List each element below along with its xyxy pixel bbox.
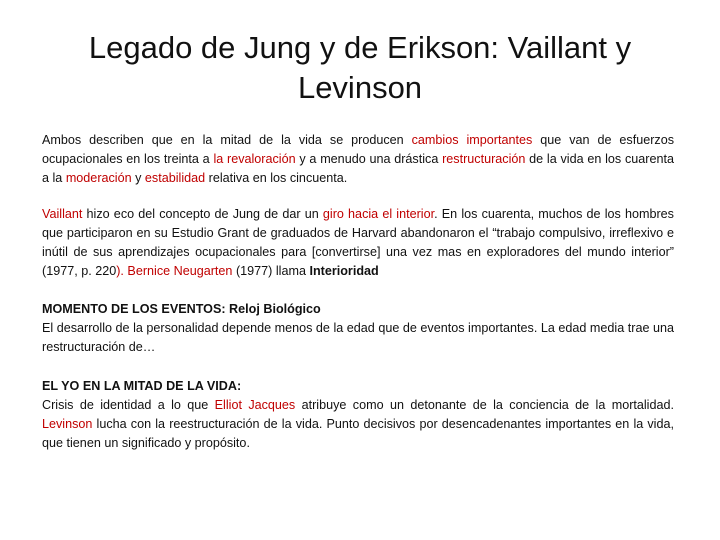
highlight-term: Elliot Jacques [214, 398, 296, 412]
slide-body [42, 131, 674, 453]
text: Crisis de identidad a lo que [42, 398, 215, 412]
highlight-term: moderación [65, 171, 132, 185]
highlight-term: restructuración [442, 152, 526, 166]
text: (1977) llama [232, 264, 310, 278]
text: y [131, 171, 145, 185]
text: hizo eco del concepto de Jung de dar un [82, 207, 323, 221]
paragraph-vaillant [42, 205, 674, 281]
highlight-term: Vaillant [42, 207, 83, 221]
highlight-term: la revaloración [213, 152, 296, 166]
text: . En los cuarenta, muchos de los hombres que participaron en su Estudio Grant de graduados de Harvard abandonaron el “trabajo compulsivo, irreflexivo e inútil de sus aprendizajes ocupacionales para [convertirse] una vez mas en exploradores del mundo interior” (1977, p. 220 [42, 207, 674, 278]
highlight-term: estabilidad [144, 171, 206, 185]
text: de la vida en los cuarenta a la [42, 152, 674, 185]
text: que van de esfuerzos ocupacionales en los treinta a [42, 133, 675, 166]
text: El desarrollo de la personalidad depende menos de la edad que de eventos importantes. La edad media trae una restructuración de… [42, 321, 674, 354]
text: atribuye como un detonante de la conciencia de la mortalidad. [295, 398, 674, 412]
paragraph-midlife-changes [42, 131, 674, 188]
section-heading: MOMENTO DE LOS EVENTOS: Reloj Biológico [42, 302, 321, 316]
text: lucha con la reestructuración de la vida. Punto decisivos por desencadenantes importantes en la vida, que tienen un significado y propósito. [42, 417, 674, 450]
paragraph-timing-of-events [42, 300, 674, 357]
highlight-term: Levinson [42, 417, 93, 431]
text: y a menudo una drástica [295, 152, 443, 166]
slide-title: Legado de Jung y de Erikson: Vaillant y Levinson [88, 30, 632, 105]
text: Ambos describen que en la mitad de la vida se producen [42, 133, 412, 147]
highlight-term: cambios importantes [411, 133, 533, 147]
paragraph-midlife-self [42, 377, 674, 453]
highlight-term: ). Bernice Neugarten [116, 264, 233, 278]
section-heading: EL YO EN LA MITAD DE LA VIDA: [42, 379, 242, 393]
text: relativa en los cincuenta. [205, 171, 348, 185]
bold-term: Interioridad [309, 264, 379, 278]
highlight-term: giro hacia el interior [322, 207, 435, 221]
